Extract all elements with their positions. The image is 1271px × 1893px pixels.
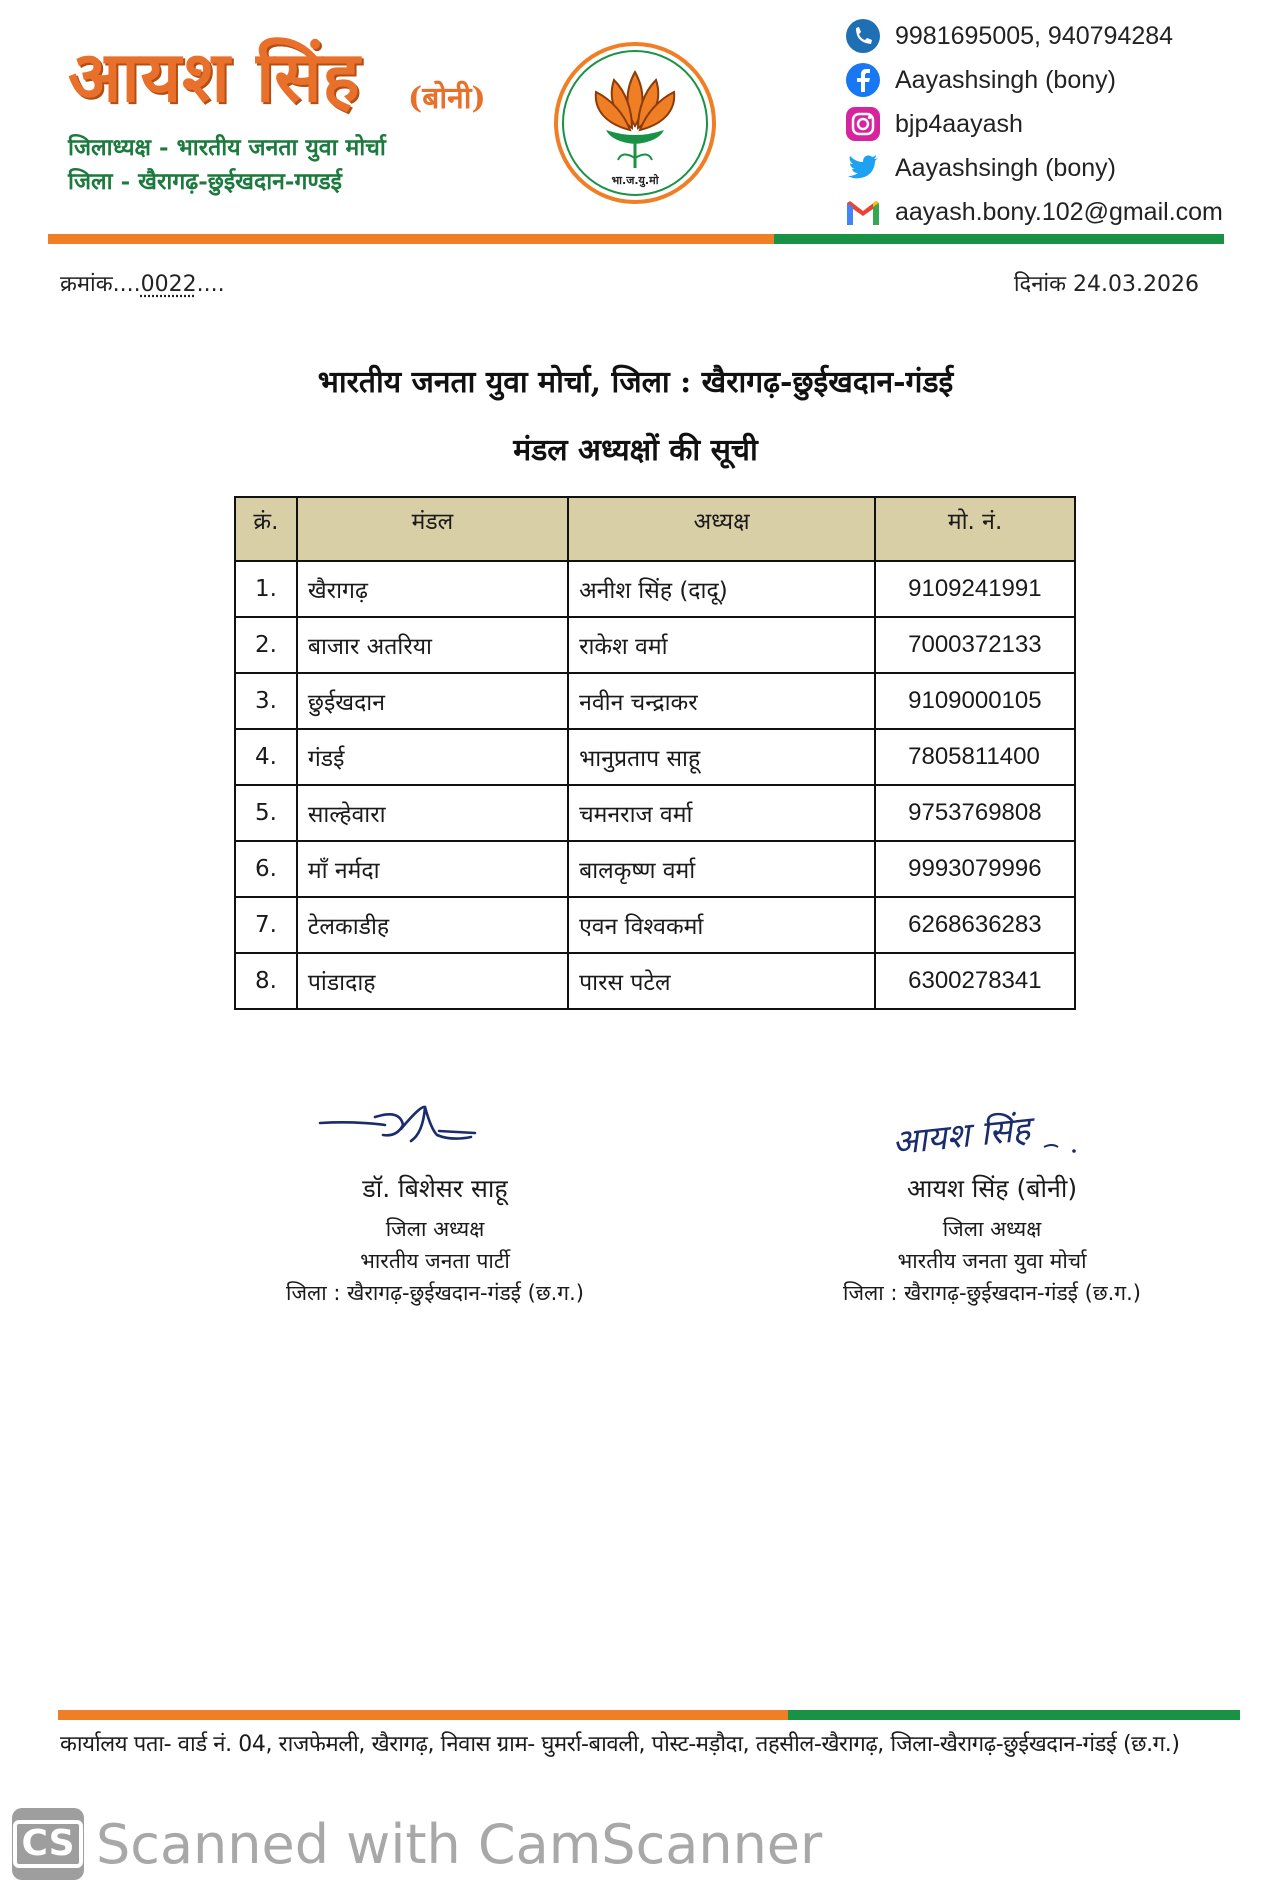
contact-instagram (843, 102, 1263, 146)
table-header-row (235, 497, 1075, 561)
contact-phone (843, 14, 1263, 58)
cell-mandal: टेलकाडीह (297, 897, 568, 953)
cell-serial: 2. (235, 617, 297, 673)
cell-president: राकेश वर्मा (568, 617, 875, 673)
cell-president: पारस पटेल (568, 953, 875, 1009)
signature-block-left (225, 1085, 645, 1309)
signatory-right-name: आयश सिंह (बोनी) (906, 1174, 1078, 1203)
contact-twitter (843, 146, 1263, 190)
cell-president: अनीश सिंह (दादू) (568, 561, 875, 617)
table-row (235, 561, 1075, 617)
cell-mandal: छुईखदान (297, 673, 568, 729)
table-row (235, 897, 1075, 953)
reference-date (1014, 268, 1199, 298)
signature-block-right (782, 1085, 1202, 1309)
table-row (235, 841, 1075, 897)
mandal-presidents-table (234, 496, 1076, 1010)
header-president: अध्यक्ष (568, 497, 875, 561)
footer-divider-green (788, 1710, 1240, 1720)
cell-mobile: 9753769808 (875, 785, 1075, 841)
camscanner-logo-icon (12, 1808, 84, 1880)
cell-serial: 6. (235, 841, 297, 897)
table-row (235, 617, 1075, 673)
letterhead-nickname: (बोनी) (408, 81, 486, 116)
instagram-icon (843, 104, 883, 144)
contact-instagram-text: bjp4aayash (895, 109, 1023, 138)
handwritten-signature-left (225, 1085, 645, 1171)
table-row (235, 953, 1075, 1009)
twitter-icon (843, 148, 883, 188)
signatory-left-title: जिला अध्यक्ष (385, 1217, 485, 1241)
cell-serial: 4. (235, 729, 297, 785)
signatory-left-district: जिला : खैरागढ़-छुईखदान-गंडई (छ.ग.) (286, 1281, 584, 1305)
cell-mobile: 6268636283 (875, 897, 1075, 953)
date-label: दिनांक (1013, 272, 1067, 297)
watermark-text: Scanned with CamScanner (96, 1812, 823, 1876)
camscanner-logo-text: CS (13, 1820, 82, 1868)
cell-mobile: 9109000105 (875, 673, 1075, 729)
cell-serial: 7. (235, 897, 297, 953)
cell-mandal: पांडादाह (297, 953, 568, 1009)
cell-mandal: माँ नर्मदा (297, 841, 568, 897)
cell-mobile: 7000372133 (875, 617, 1075, 673)
signatory-right-district: जिला : खैरागढ़-छुईखदान-गंडई (छ.ग.) (843, 1281, 1141, 1305)
letterhead-designation: जिलाध्यक्ष - भारतीय जनता युवा मोर्चा (68, 134, 386, 161)
letterhead-district: जिला - खैरागढ़-छुईखदान-गण्डई (68, 168, 342, 195)
gmail-icon (843, 192, 883, 232)
signatory-left-org: भारतीय जनता पार्टी (360, 1249, 510, 1273)
svg-text:आयश सिंह: आयश सिंह (890, 1109, 1032, 1164)
handwritten-signature-right (782, 1085, 1202, 1171)
cell-mandal: बाजार अतरिया (297, 617, 568, 673)
reference-value: 0022 (140, 272, 197, 297)
letterhead (0, 0, 1271, 250)
cell-mandal: साल्हेवारा (297, 785, 568, 841)
signatory-right-org: भारतीय जनता युवा मोर्चा (897, 1249, 1087, 1273)
cell-serial: 5. (235, 785, 297, 841)
date-value: 24.03.2026 (1073, 272, 1199, 297)
cell-mandal: गंडई (297, 729, 568, 785)
cell-president: भानुप्रताप साहू (568, 729, 875, 785)
cell-mobile: 7805811400 (875, 729, 1075, 785)
contact-facebook (843, 58, 1263, 102)
contact-list (843, 14, 1263, 234)
document-heading: भारतीय जनता युवा मोर्चा, जिला : खैरागढ़-छुईखदान-गंडई (317, 365, 954, 400)
logo-caption: भा.ज.यु.मो (611, 174, 659, 187)
reference-number: क्रमांक....0022.... (60, 272, 225, 297)
facebook-icon (843, 60, 883, 100)
contact-phone-text: 9981695005, 940794284 (895, 21, 1174, 50)
reference-label: क्रमांक (60, 272, 113, 297)
contact-twitter-text: Aayashsingh (bony) (895, 153, 1116, 182)
letterhead-divider-saffron (48, 234, 774, 244)
signatory-left-name: डॉ. बिशेसर साहू (362, 1174, 508, 1203)
contact-email (843, 190, 1263, 234)
office-address: कार्यालय पता- वार्ड नं. 04, राजफेमली, खैरागढ़, निवास ग्राम- घुमर्रा-बावली, पोस्ट-मड़ौदा, तहसील-खैरागढ़, जिला-खैरागढ़-छुईखदान-गंडई (छ.ग.) (60, 1732, 1180, 1757)
header-mandal: मंडल (297, 497, 568, 561)
cell-serial: 8. (235, 953, 297, 1009)
signatory-right-title: जिला अध्यक्ष (942, 1217, 1042, 1241)
document-subheading: मंडल अध्यक्षों की सूची (513, 433, 758, 468)
header-mobile: मो. नं. (875, 497, 1075, 561)
cell-mobile: 9109241991 (875, 561, 1075, 617)
letterhead-divider-green (774, 234, 1224, 244)
header-serial: क्रं. (235, 497, 297, 561)
table-row (235, 673, 1075, 729)
contact-facebook-text: Aayashsingh (bony) (895, 65, 1116, 94)
cell-serial: 1. (235, 561, 297, 617)
cell-mobile: 6300278341 (875, 953, 1075, 1009)
cell-serial: 3. (235, 673, 297, 729)
footer-divider-saffron (58, 1710, 788, 1720)
cell-president: एवन विश्वकर्मा (568, 897, 875, 953)
camscanner-watermark (12, 1808, 822, 1880)
cell-mobile: 9993079996 (875, 841, 1075, 897)
letterhead-name: आयश सिंह (68, 35, 361, 118)
table-row (235, 729, 1075, 785)
contact-email-text: aayash.bony.102@gmail.com (895, 197, 1223, 226)
cell-president: बालकृष्ण वर्मा (568, 841, 875, 897)
table-row (235, 785, 1075, 841)
cell-president: चमनराज वर्मा (568, 785, 875, 841)
phone-icon (843, 16, 883, 56)
cell-president: नवीन चन्द्राकर (568, 673, 875, 729)
cell-mandal: खैरागढ़ (297, 561, 568, 617)
bjym-lotus-logo (552, 40, 718, 206)
